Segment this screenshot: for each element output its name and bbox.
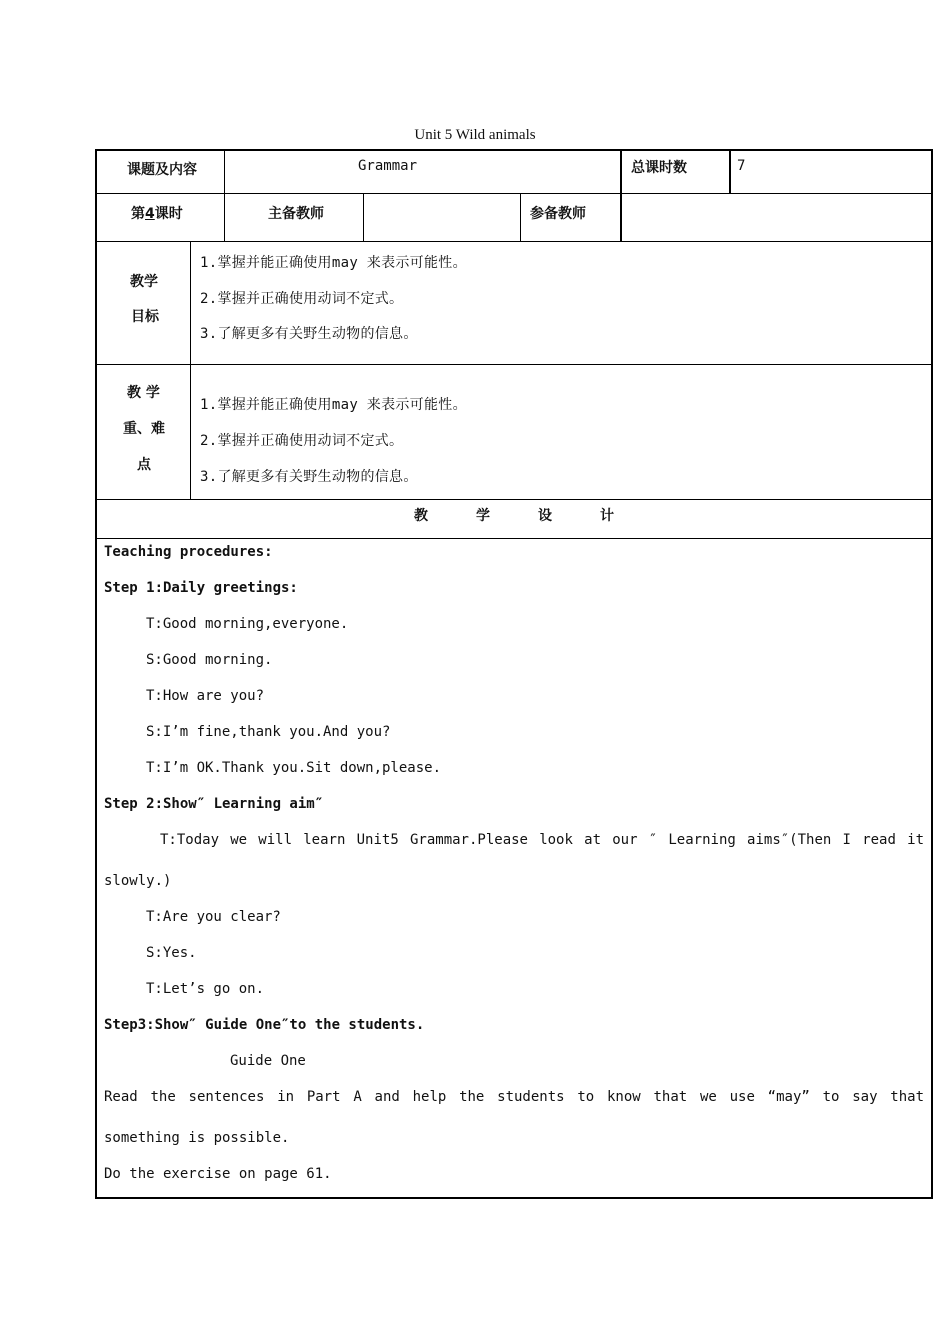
guide-paragraph-line1: Read the sentences in Part A and help the students to know that we use “may” to say that	[104, 1089, 924, 1105]
period-label	[131, 203, 183, 223]
step-3-heading: Step3:Show″ Guide One″to the students.	[104, 1017, 425, 1033]
dialogue-line: T:How are you?	[146, 688, 265, 704]
dialogue-line: T:Are you clear?	[146, 909, 281, 925]
divider	[95, 193, 933, 194]
dialogue-line: T:Let’s go on.	[146, 981, 265, 997]
design-char: 设	[538, 508, 552, 524]
total-periods-value: 7	[737, 158, 746, 174]
divider	[363, 194, 364, 241]
key-point-item: 1.掌握并能正确使用may 来表示可能性。	[200, 397, 467, 413]
dialogue-line: T:I’m OK.Thank you.Sit down,please.	[146, 760, 442, 776]
teaching-design-heading	[95, 505, 933, 525]
divider	[224, 194, 225, 241]
procedures-heading: Teaching procedures:	[104, 544, 273, 560]
design-char: 学	[476, 508, 490, 524]
key-point-item: 2.掌握并正确使用动词不定式。	[200, 433, 404, 449]
period-number: 4	[145, 206, 155, 222]
dialogue-line: S:Good morning.	[146, 652, 273, 668]
step-1-heading: Step 1:Daily greetings:	[104, 580, 298, 596]
step-2-heading: Step 2:Show″ Learning aim″	[104, 796, 324, 812]
document-title: Unit 5 Wild animals	[414, 127, 536, 143]
divider	[620, 151, 622, 193]
key-points-label-line3: 点	[137, 457, 151, 473]
topic-label: 课题及内容	[127, 162, 197, 178]
guide-paragraph-line2: something is possible.	[104, 1130, 290, 1146]
key-points-label-line1: 教 学	[127, 385, 160, 401]
guide-title: Guide One	[230, 1053, 306, 1069]
dialogue-line: S:I’m fine,thank you.And you?	[146, 724, 391, 740]
divider	[95, 499, 933, 500]
goals-label-line1: 教学	[130, 274, 158, 290]
divider	[190, 365, 191, 499]
dialogue-line: T:Good morning,everyone.	[146, 616, 349, 632]
design-char: 计	[600, 508, 614, 524]
dialogue-line: S:Yes.	[146, 945, 197, 961]
period-suffix: 课时	[154, 206, 183, 222]
main-teacher-label: 主备教师	[268, 206, 324, 222]
table-bottom-border	[95, 1197, 933, 1199]
divider	[729, 151, 731, 193]
design-char: 教	[414, 508, 428, 524]
topic-value: Grammar	[358, 158, 418, 174]
divider	[190, 242, 191, 364]
key-point-item: 3.了解更多有关野生动物的信息。	[200, 469, 418, 485]
divider	[620, 194, 622, 241]
divider	[520, 194, 521, 241]
goals-label-line2: 目标	[131, 309, 159, 325]
goal-item: 3.了解更多有关野生动物的信息。	[200, 326, 418, 342]
goal-item: 2.掌握并正确使用动词不定式。	[200, 291, 404, 307]
divider	[95, 241, 933, 242]
goal-item: 1.掌握并能正确使用may 来表示可能性。	[200, 255, 467, 271]
key-points-label-line2: 重、难	[123, 421, 165, 437]
total-periods-label: 总课时数	[631, 160, 687, 176]
divider	[95, 538, 933, 539]
step-2-paragraph-line1: T:Today we will learn Unit5 Grammar.Please look at our ″ Learning aims″(Then I read it	[160, 832, 924, 848]
step-2-paragraph-line2: slowly.)	[104, 873, 172, 889]
divider	[95, 364, 933, 365]
period-prefix: 第	[131, 206, 145, 222]
guide-last-line: Do the exercise on page 61.	[104, 1166, 332, 1182]
co-teacher-label: 参备教师	[530, 206, 586, 222]
divider	[224, 151, 225, 193]
